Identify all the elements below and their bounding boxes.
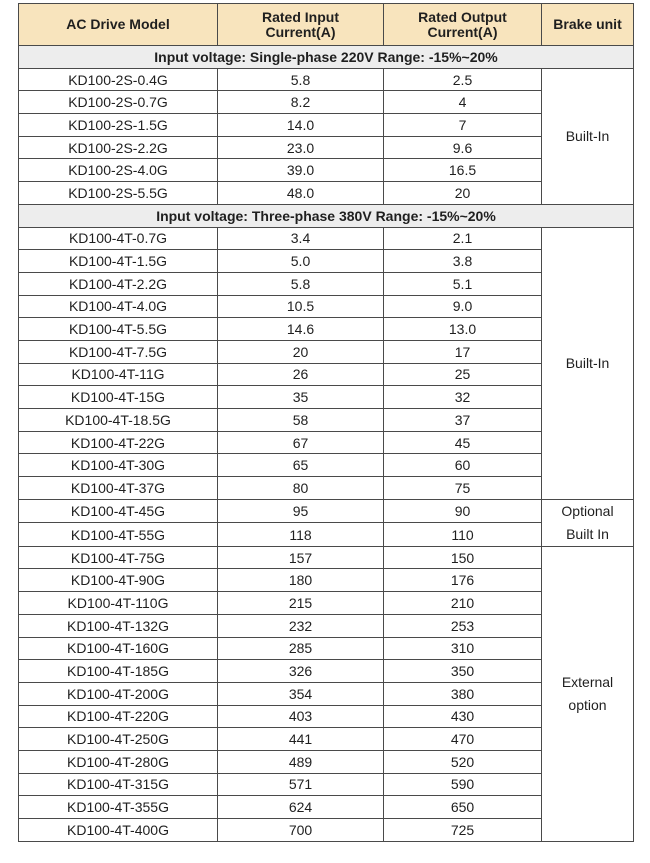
- section-title: Input voltage: Single-phase 220V Range: -15%~20%: [19, 46, 634, 69]
- model-cell: KD100-4T-11G: [19, 363, 218, 386]
- rated-input-cell: 5.8: [218, 68, 384, 91]
- table-row: [19, 272, 634, 295]
- brake-unit-cell: [542, 68, 634, 204]
- rated-output-cell: 253: [384, 614, 542, 637]
- header-rated-output: [384, 4, 542, 46]
- model-cell: KD100-4T-45G: [19, 499, 218, 523]
- ac-drive-spec-table: [18, 3, 634, 842]
- rated-input-cell: 23.0: [218, 136, 384, 159]
- table-row: [19, 68, 634, 91]
- rated-input-cell: 5.0: [218, 250, 384, 273]
- header-input-line2: Current(A): [265, 23, 336, 40]
- model-cell: KD100-2S-1.5G: [19, 114, 218, 137]
- table-header: [19, 4, 634, 46]
- table-row: [19, 614, 634, 637]
- rated-input-cell: 624: [218, 796, 384, 819]
- header-rated-input: [218, 4, 384, 46]
- rated-input-cell: 14.0: [218, 114, 384, 137]
- rated-input-cell: 285: [218, 637, 384, 660]
- table-row: [19, 409, 634, 432]
- rated-output-cell: 60: [384, 454, 542, 477]
- rated-input-cell: 65: [218, 454, 384, 477]
- section-header-row: [19, 46, 634, 69]
- model-cell: KD100-2S-4.0G: [19, 159, 218, 182]
- header-output-line2: Current(A): [427, 23, 498, 40]
- header-row: [19, 4, 634, 46]
- model-cell: KD100-4T-250G: [19, 728, 218, 751]
- rated-input-cell: 5.8: [218, 272, 384, 295]
- rated-output-cell: 9.6: [384, 136, 542, 159]
- table-row: [19, 91, 634, 114]
- table-row: [19, 182, 634, 205]
- rated-output-cell: 430: [384, 705, 542, 728]
- rated-input-cell: 48.0: [218, 182, 384, 205]
- rated-output-cell: 90: [384, 499, 542, 523]
- table-row: [19, 363, 634, 386]
- rated-input-cell: 95: [218, 499, 384, 523]
- rated-output-cell: 16.5: [384, 159, 542, 182]
- rated-output-cell: 75: [384, 477, 542, 500]
- table-body: [19, 46, 634, 842]
- rated-input-cell: 67: [218, 431, 384, 454]
- table-row: [19, 159, 634, 182]
- table-row: [19, 569, 634, 592]
- model-cell: KD100-2S-0.4G: [19, 68, 218, 91]
- table-row: [19, 454, 634, 477]
- rated-output-cell: 5.1: [384, 272, 542, 295]
- rated-output-cell: 210: [384, 592, 542, 615]
- rated-output-cell: 150: [384, 546, 542, 569]
- rated-output-cell: 110: [384, 523, 542, 547]
- table-row: [19, 546, 634, 569]
- table-row: [19, 728, 634, 751]
- table-row: [19, 750, 634, 773]
- model-cell: KD100-4T-5.5G: [19, 318, 218, 341]
- model-cell: KD100-4T-7.5G: [19, 340, 218, 363]
- rated-output-cell: 310: [384, 637, 542, 660]
- brake-unit-line: External: [561, 673, 614, 690]
- rated-input-cell: 354: [218, 682, 384, 705]
- table-row: [19, 318, 634, 341]
- model-cell: KD100-4T-75G: [19, 546, 218, 569]
- rated-output-cell: 725: [384, 819, 542, 842]
- table-row: [19, 136, 634, 159]
- rated-input-cell: 700: [218, 819, 384, 842]
- rated-input-cell: 20: [218, 340, 384, 363]
- brake-unit-line: option: [568, 696, 607, 713]
- rated-output-cell: 20: [384, 182, 542, 205]
- model-cell: KD100-4T-220G: [19, 705, 218, 728]
- model-cell: KD100-4T-110G: [19, 592, 218, 615]
- rated-input-cell: 118: [218, 523, 384, 547]
- rated-output-cell: 4: [384, 91, 542, 114]
- rated-output-cell: 520: [384, 750, 542, 773]
- table-row: [19, 660, 634, 683]
- rated-output-cell: 2.1: [384, 227, 542, 250]
- model-cell: KD100-4T-400G: [19, 819, 218, 842]
- brake-unit-line: Optional: [561, 502, 614, 519]
- model-cell: KD100-4T-90G: [19, 569, 218, 592]
- brake-unit-line: Built In: [566, 525, 609, 542]
- rated-output-cell: 470: [384, 728, 542, 751]
- model-cell: KD100-4T-30G: [19, 454, 218, 477]
- rated-input-cell: 157: [218, 546, 384, 569]
- model-cell: KD100-4T-132G: [19, 614, 218, 637]
- rated-input-cell: 58: [218, 409, 384, 432]
- table-row: [19, 523, 634, 547]
- rated-input-cell: 26: [218, 363, 384, 386]
- rated-input-cell: 3.4: [218, 227, 384, 250]
- rated-input-cell: 35: [218, 386, 384, 409]
- rated-output-cell: 650: [384, 796, 542, 819]
- rated-output-cell: 25: [384, 363, 542, 386]
- rated-input-cell: 8.2: [218, 91, 384, 114]
- table-row: [19, 773, 634, 796]
- model-cell: KD100-2S-0.7G: [19, 91, 218, 114]
- rated-output-cell: 380: [384, 682, 542, 705]
- model-cell: KD100-4T-4.0G: [19, 295, 218, 318]
- model-cell: KD100-4T-200G: [19, 682, 218, 705]
- header-model: AC Drive Model: [19, 4, 218, 46]
- table-row: [19, 250, 634, 273]
- model-cell: KD100-4T-18.5G: [19, 409, 218, 432]
- model-cell: KD100-4T-315G: [19, 773, 218, 796]
- model-cell: KD100-4T-15G: [19, 386, 218, 409]
- table-row: [19, 499, 634, 523]
- table-row: [19, 227, 634, 250]
- brake-unit-cell: [542, 227, 634, 499]
- table-row: [19, 819, 634, 842]
- table-row: [19, 431, 634, 454]
- rated-input-cell: 180: [218, 569, 384, 592]
- table-row: [19, 592, 634, 615]
- model-cell: KD100-4T-22G: [19, 431, 218, 454]
- rated-input-cell: 489: [218, 750, 384, 773]
- table-row: [19, 295, 634, 318]
- brake-unit-line: Built-In: [565, 127, 610, 144]
- table-row: [19, 796, 634, 819]
- rated-input-cell: 441: [218, 728, 384, 751]
- rated-input-cell: 403: [218, 705, 384, 728]
- header-brake-unit: Brake unit: [542, 4, 634, 46]
- table-row: [19, 386, 634, 409]
- rated-input-cell: 14.6: [218, 318, 384, 341]
- header-input-line1: Rated Input: [262, 8, 339, 25]
- model-cell: KD100-4T-0.7G: [19, 227, 218, 250]
- model-cell: KD100-4T-55G: [19, 523, 218, 547]
- rated-output-cell: 13.0: [384, 318, 542, 341]
- model-cell: KD100-4T-355G: [19, 796, 218, 819]
- table-row: [19, 705, 634, 728]
- rated-input-cell: 571: [218, 773, 384, 796]
- rated-output-cell: 17: [384, 340, 542, 363]
- rated-input-cell: 80: [218, 477, 384, 500]
- header-output-line1: Rated Output: [418, 8, 507, 25]
- model-cell: KD100-4T-1.5G: [19, 250, 218, 273]
- model-cell: KD100-4T-185G: [19, 660, 218, 683]
- rated-output-cell: 176: [384, 569, 542, 592]
- table-row: [19, 477, 634, 500]
- rated-input-cell: 215: [218, 592, 384, 615]
- rated-output-cell: 45: [384, 431, 542, 454]
- rated-output-cell: 9.0: [384, 295, 542, 318]
- rated-input-cell: 39.0: [218, 159, 384, 182]
- rated-input-cell: 10.5: [218, 295, 384, 318]
- section-title: Input voltage: Three-phase 380V Range: -15%~20%: [19, 204, 634, 227]
- rated-input-cell: 232: [218, 614, 384, 637]
- model-cell: KD100-4T-37G: [19, 477, 218, 500]
- model-cell: KD100-4T-280G: [19, 750, 218, 773]
- model-cell: KD100-4T-160G: [19, 637, 218, 660]
- table-row: [19, 114, 634, 137]
- brake-unit-cell: [542, 499, 634, 546]
- rated-output-cell: 2.5: [384, 68, 542, 91]
- brake-unit-line: Built-In: [565, 354, 610, 371]
- table-row: [19, 340, 634, 363]
- section-header-row: [19, 204, 634, 227]
- model-cell: KD100-2S-2.2G: [19, 136, 218, 159]
- table-row: [19, 682, 634, 705]
- rated-output-cell: 3.8: [384, 250, 542, 273]
- rated-output-cell: 7: [384, 114, 542, 137]
- table-row: [19, 637, 634, 660]
- rated-output-cell: 350: [384, 660, 542, 683]
- rated-output-cell: 590: [384, 773, 542, 796]
- brake-unit-cell: [542, 546, 634, 841]
- model-cell: KD100-2S-5.5G: [19, 182, 218, 205]
- rated-output-cell: 32: [384, 386, 542, 409]
- model-cell: KD100-4T-2.2G: [19, 272, 218, 295]
- rated-output-cell: 37: [384, 409, 542, 432]
- rated-input-cell: 326: [218, 660, 384, 683]
